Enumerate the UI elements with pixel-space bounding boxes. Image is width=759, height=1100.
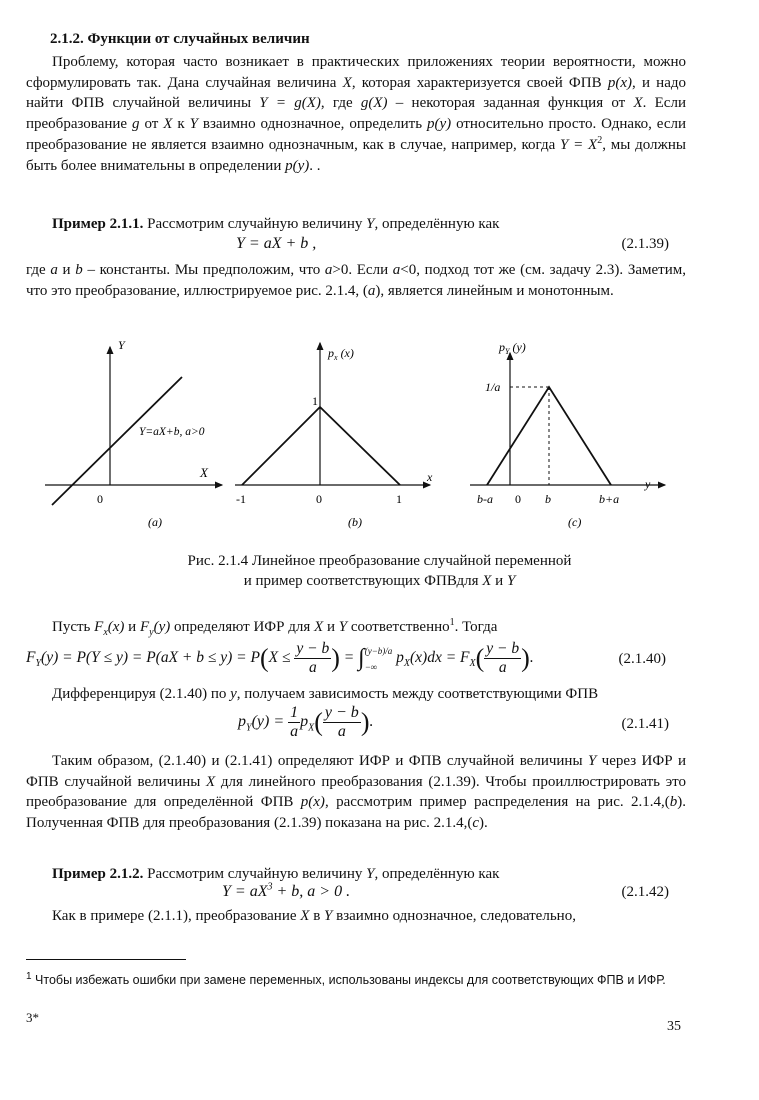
figure-a-sublabel: (a): [148, 515, 162, 529]
footnote: $^1$ Чтобы избежать ошибки при замене переменных, использованы индексы для соответствующих ФПВ и ИФР.: [26, 970, 666, 987]
equation-number-2-1-42: (2.1.42): [621, 884, 669, 900]
figure-a-x-label: X: [200, 465, 208, 480]
figure-c-y-label: $p_Y$ (y): [499, 340, 526, 356]
equation-number-2-1-41: (2.1.41): [621, 716, 669, 732]
equation-2-1-42: $Y = aX^3 + b$, a > 0 .: [222, 881, 351, 900]
equation-2-1-39: Y = aX + b ,: [236, 235, 317, 252]
equation-2-1-41: $p_Y(y)$ = $\frac{1}{a}$ $p_X$( $\frac{y - b}{a}$ ).: [238, 704, 374, 740]
figure-b-x-label: x: [427, 470, 433, 484]
figure-b: [230, 335, 445, 535]
figure-b-triangle: [242, 407, 400, 485]
figure-b-tick: -1: [236, 492, 246, 506]
figure-c-tick: b-a: [477, 492, 493, 506]
equation-number-2-1-40: (2.1.40): [618, 651, 666, 667]
differentiation-paragraph: Дифференцируя (2.1.40) по y, получаем зависимость между соответствующими ФПВ: [52, 686, 599, 702]
figure-b-peak-label: 1: [312, 394, 318, 408]
example-1-intro: Пример 2.1.1. Рассмотрим случайную величину Y, определённую как: [52, 216, 500, 232]
page-number: 35: [667, 1019, 681, 1034]
footnote-divider: [26, 959, 186, 960]
figure-a-y-label: Y: [118, 338, 125, 352]
figure-b-sublabel: (b): [348, 515, 362, 529]
figure-c-tick: 0: [515, 492, 521, 506]
figure-a-line: [52, 377, 182, 505]
summary-paragraph: Таким образом, (2.1.40) и (2.1.41) определяют ИФР и ФПВ случайной величины Y через ИФР и ФПВ случайной величины X для линейного преобразования (2.1.39). Чтобы проиллюстрировать это преобразование для определённой ФПВ p(x), рассмотрим пример распределения на рис. 2.1.4,(b). Полученная ФПВ для преобразования (2.1.39) показана на рис. 2.1.4,(c).: [26, 753, 686, 832]
figure-c-tick: b: [545, 492, 551, 506]
figure-c: [465, 335, 680, 535]
figure-b-y-label: $p_x$ (x): [328, 346, 354, 362]
example-1-text: где a и b – константы. Мы предположим, что a>0. Если a<0, подход тот же (см. задачу 2.3). Заметим, что это преобразование, иллюстрируемое рис. 2.1.4, (a), является линейным и монотонным.: [26, 262, 686, 299]
figure-a-line-label: Y=aX+b, a>0: [139, 426, 205, 438]
equation-number-2-1-39: (2.1.39): [621, 236, 669, 252]
example-2-text: Как в примере (2.1.1), преобразование X в Y взаимно однозначное, следовательно,: [52, 908, 576, 924]
figure-a: [40, 335, 230, 535]
sheet-mark: 3*: [26, 1010, 39, 1025]
figure-a-zero: 0: [97, 492, 103, 506]
equation-2-1-40: $F_Y(y) = P(Y \le y) = P(aX + b \le y) = P(X$ ≤ $\frac{y - b}{a}$ ) = ∫ (y−b)/a −∞ $p_X(x)dx = F_X$( $\frac{y - b}{a}$ ).: [26, 640, 534, 676]
figure-b-tick: 1: [396, 492, 402, 506]
figure-c-sublabel: (c): [568, 515, 582, 529]
figure-caption: Рис. 2.1.4 Линейное преобразование случайной переменной и пример соответствующих ФПВдля X и Y: [187, 553, 572, 589]
figure-b-tick: 0: [316, 492, 322, 506]
figure-c-x-label: y: [645, 477, 651, 491]
intro-paragraph: Проблему, которая часто возникает в практических приложениях теории вероятности, можно сформулировать так. Дана случайная величина X, которая характеризуется своей ФПВ p(x), и надо найти ФПВ случайной величины Y = g(X), где g(X) – некоторая заданная функция от X. Если преобразование g от X к Y взаимно однозначное, определить p(y) относительно просто. Однако, если преобразование не является взаимно однозначным, как в случае, например, когда $Y = X^2$, мы должны быть более внимательны в определении p(y). .: [26, 54, 686, 174]
figure-c-peak-label: 1/a: [485, 380, 501, 394]
example-2-intro: Пример 2.1.2. Рассмотрим случайную величину Y, определённую как: [52, 866, 500, 882]
cdf-paragraph: Пусть $F_x(x)$ и $F_y(y)$ определяют ИФР для X и Y соответственно$^1$. Тогда: [52, 617, 498, 638]
figure-c-tick: b+a: [599, 492, 620, 506]
section-heading: 2.1.2. Функции от случайных величин: [50, 31, 310, 47]
